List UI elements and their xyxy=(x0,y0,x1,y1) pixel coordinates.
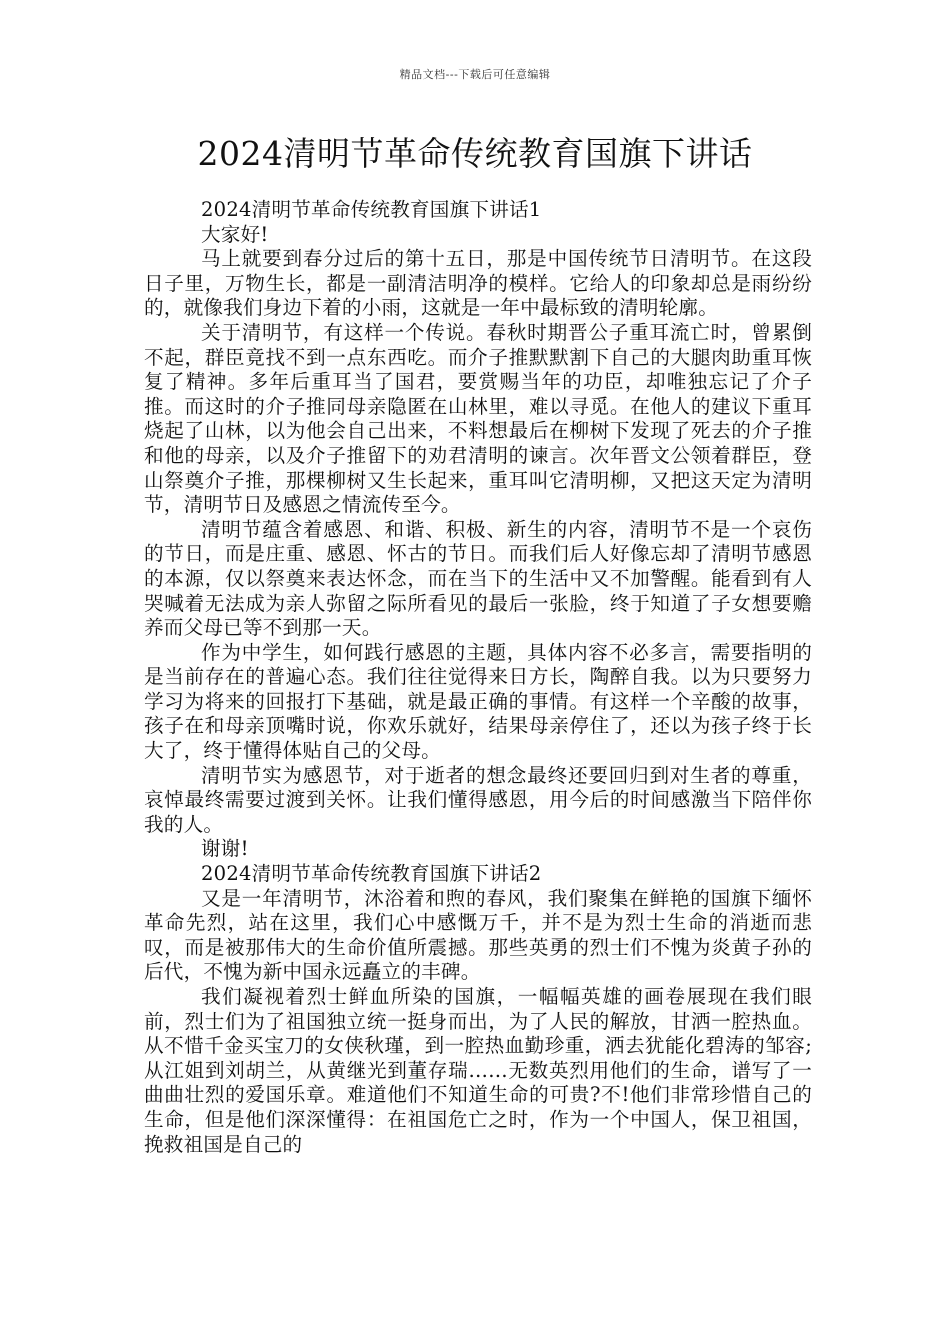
greeting: 大家好! xyxy=(201,222,269,246)
body-paragraph: 作为中学生，如何践行感恩的主题，具体内容不必多言，需要指明的是当前存在的普遍心态。我们往往觉得来日方长，陶醉自我。以为只要努力学习为将来的回报打下基础，就是最正确的事情。有这样一个辛酸的故事，孩子在和母亲顶嘴时说，你欢乐就好，结果母亲停住了，还以为孩子终于长大了，终于懂得体贴自己的父母。 xyxy=(144,640,812,763)
speech-heading-2: 2024清明节革命传统教育国旗下讲话2 xyxy=(201,862,542,886)
body-paragraph: 清明节蕴含着感恩、和谐、积极、新生的内容，清明节不是一个哀伤的节日，而是庄重、感恩、怀古的节日。而我们后人好像忘却了清明节感恩的本源，仅以祭奠来表达怀念，而在当下的生活中又不加警醒。能看到有人哭喊着无法成为亲人弥留之际所看见的最后一张脸，终于知道了子女想要赡养而父母已等不到那一天。 xyxy=(144,517,812,640)
body-paragraph: 清明节实为感恩节，对于逝者的想念最终还要回归到对生者的尊重，哀悼最终需要过渡到关怀。让我们懂得感恩，用今后的时间感激当下陪伴你我的人。 xyxy=(144,763,812,836)
speech-heading-1: 2024清明节革命传统教育国旗下讲话1 xyxy=(201,198,542,221)
document-title: 2024清明节革命传统教育国旗下讲话 xyxy=(197,134,753,173)
body-paragraph: 又是一年清明节，沐浴着和煦的春风，我们聚集在鲜艳的国旗下缅怀革命先烈，站在这里，我们心中感慨万千，并不是为烈士生命的消逝而悲叹，而是被那伟大的生命价值所震撼。那些英勇的烈士们不愧为炎黄子孙的后代，不愧为新中国永远矗立的丰碑。 xyxy=(144,886,812,984)
document-body xyxy=(144,198,812,1157)
closing-thanks: 谢谢! xyxy=(201,837,249,861)
body-paragraph: 关于清明节，有这样一个传说。春秋时期晋公子重耳流亡时，曾累倒不起，群臣竟找不到一点东西吃。而介子推默默割下自己的大腿肉助重耳恢复了精神。多年后重耳当了国君，要赏赐当年的功臣，却唯独忘记了介子推。而这时的介子推同母亲隐匿在山林里，难以寻觅。在他人的建议下重耳烧起了山林，以为他会自己出来，不料想最后在柳树下发现了死去的介子推和他的母亲，以及介子推留下的劝君清明的谏言。次年晋文公领着群臣，登山祭奠介子推，那棵柳树又生长起来，重耳叫它清明柳，又把这天定为清明节，清明节日及感恩之情流传至今。 xyxy=(144,320,812,517)
header-note: 精品文档---下载后可任意编辑 xyxy=(399,68,551,81)
body-paragraph: 我们凝视着烈士鲜血所染的国旗，一幅幅英雄的画卷展现在我们眼前，烈士们为了祖国独立统一挺身而出，为了人民的解放，甘洒一腔热血。从不惜千金买宝刀的女侠秋瑾，到一腔热血勤珍重，洒去犹能化碧涛的邹容;从江姐到刘胡兰，从黄继光到董存瑞……无数英烈用他们的生命，谱写了一曲曲壮烈的爱国乐章。难道他们不知道生命的可贵?不!他们非常珍惜自己的生命，但是他们深深懂得：在祖国危亡之时，作为一个中国人，保卫祖国，挽救祖国是自己的 xyxy=(144,985,812,1156)
body-paragraph: 马上就要到春分过后的第十五日，那是中国传统节日清明节。在这段日子里，万物生长，都是一副清洁明净的模样。它给人的印象却总是雨纷纷的，就像我们身边下着的小雨，这就是一年中最标致的清明轮廓。 xyxy=(144,247,812,320)
